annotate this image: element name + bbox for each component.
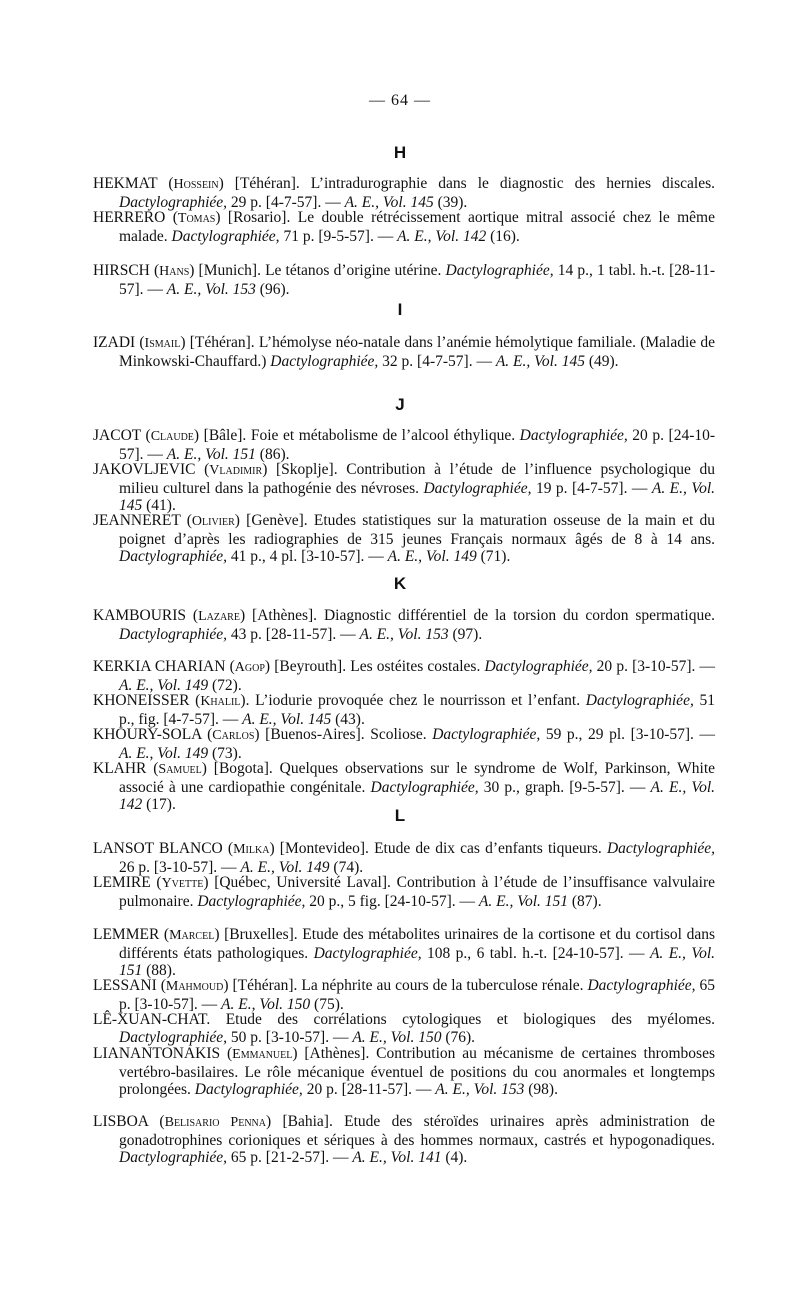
entry-surname: HIRSCH [93,262,150,279]
entry-publication: Dactylographiée, [432,726,541,743]
entry-herrero: HERRERO (Tomas) [Rosario]. Le double rétrécissement aortique mitral associé chez le même malade. Dactylographiée, 71 p. [9-5-57]. — A. E., Vol. 142 (16). [93,209,715,245]
entry-title: Quelques observations sur le syndrome de Wolf, Parkinson, White associé à une cardiopathie congénitale. [119,760,716,796]
entry-journal: A. E., Vol. 145 [242,710,332,728]
entry-journal: A. E., Vol. 153 [166,280,256,298]
entry-details: 19 p. [4-7-57]. — [535,479,648,497]
entry-publication: Dactylographiée, [445,262,554,279]
entry-given-name: Mahmoud [165,979,224,994]
entry-publication: Dactylographiée, [585,692,694,709]
entry-surname: HERRERO [93,209,166,226]
entry-details: 20 p. [28-11-57]. — [306,1081,432,1099]
entry-kerkia-charian: KERKIA CHARIAN (Agop) [Beyrouth]. Les ostéites costales. Dactylographiée, 20 p. [3-10-57]. — A. E., Vol. 149 (72). [93,658,715,694]
entry-surname: LEMIRE [93,874,151,891]
entry-lemmer: LEMMER (Marcel) [Bruxelles]. Etude des métabolites urinaires de la cortisone et du cortisol dans différents états pathologiques. Dactylographiée, 108 p., 6 tabl. h.-t. [24-10-57]. — A. E., Vol. 151 (88). [93,926,716,980]
entry-journal: A. E., Vol. 153 [359,625,449,643]
entry-details: 65 p. [3-10-57]. — [119,977,715,1013]
entry-lianantonakis: LIANANTONAKIS (Emmanuel) [Athènes]. Contribution au mécanisme de certaines thromboses vertébro-basilaires. Le rôle mécanique éventuel de positions du cou anormales et longtemps prolongées. Dactylographiée, 20 p. [28-11-57]. — A. E., Vol. 153 (98). [93,1045,716,1099]
entry-title: Scoliose. [370,726,427,743]
entry-place: [Bahia]. [282,1113,333,1130]
entry-title: L’hémolyse néo-natale dans l’anémie hémolytique familiale. (Maladie de Minkowski-Chauffard.) [119,334,715,370]
entry-publication: Dactylographiée, [119,1149,228,1167]
entry-place: [Rosario]. [227,209,291,226]
entry-ref: (49). [588,352,619,370]
entry-ref: (39). [437,193,468,211]
entry-surname: LANSOT BLANCO [93,840,223,857]
entry-surname: JACOT [93,427,141,444]
entry-details: 30 p., graph. [9-5-57]. — [483,778,646,796]
entry-ref: (88). [146,962,176,980]
entry-given-name: Ismail [144,336,181,351]
entry-publication: Dactylographiée, [171,227,280,245]
entry-surname: JEANNERET [93,512,181,529]
entry-title: Contribution au mécanisme de certaines thromboses vertébro-basilaires. Le rôle mécanique éventuel de positions du cou anormales et longtemps prolongées. [119,1045,716,1099]
entry-surname: HEKMAT [93,175,158,192]
entry-given-name: Olivier [191,514,235,529]
entry-surname: KHOURY-SOLA [93,726,202,743]
entry-le-xuan-chat [93,1011,715,1046]
entry-given-name: Hossein [173,177,219,192]
entry-details: 32 p. [4-7-57]. — [382,352,492,370]
entry-title: Diagnostic différentiel de la torsion du cordon spermatique. [323,607,715,624]
entry-jacot: JACOT (Claude) [Bâle]. Foie et métabolisme de l’alcool éthylique. Dactylographiée, 20 p. [24-10-57]. — A. E., Vol. 151 (86). [93,427,716,463]
entry-given-name: Lazare [198,609,240,624]
entry-details: 14 p., 1 tabl. h.-t. [28-11-57]. — [119,262,716,298]
entry-details: 20 p., 5 fig. [24-10-57]. — [309,892,476,910]
entry-place: [Bruxelles]. [224,926,298,943]
entry-given-name: Vladimir [209,463,263,478]
section-letter-i: I [397,300,403,319]
entry-given-name: Carlos [212,728,255,743]
entry-surname: LIANANTONAKIS [93,1045,221,1062]
entry-details: 29 p. [4-7-57]. — [230,193,341,211]
entry-surname: KLAHR [93,760,147,777]
entry-title: La néphrite au cours de la tuberculose rénale. [301,977,584,994]
entry-place: [Bogota]. [213,760,273,777]
entry-ref: (72). [212,676,242,694]
entry-journal: A. E., Vol. 145 [119,479,716,515]
entry-ref: (16). [490,227,520,245]
entry-journal: A. E., Vol. 150 [221,995,311,1013]
entry-title: Etude des stéroïdes urinaires après administration de gonadotrophines corioniques et sériques à des hommes normaux, castrés et hypogonadiques. [119,1113,716,1149]
entry-journal: A. E., Vol. 149 [119,676,209,694]
entry-given-name: Khalil [200,694,241,709]
entry-given-name: Emmanuel [232,1047,293,1062]
entry-details: 59 p., 29 pl. [3-10-57]. — [545,726,716,743]
section-letter-l: L [394,806,406,825]
entry-ref: (43). [335,710,365,728]
entry-given-name: Milka [233,842,270,857]
entry-place: [Munich]. [198,262,261,279]
entry-given-name: Hans [159,264,190,279]
entry-publication: Dactylographiée, [119,1028,228,1046]
entry-surname: LESSANI [93,977,157,994]
entry-details: 26 p. [3-10-57]. — [119,858,237,876]
entry-ref: (17). [146,796,176,814]
entry-place: [Montevideo]. [279,840,369,857]
page-number: — 64 — [369,92,431,109]
entry-surname: KAMBOURIS [93,607,187,624]
entry-hirsch: HIRSCH (Hans) [Munich]. Le tétanos d’origine utérine. Dactylographiée, 14 p., 1 tabl. h.-t. [28-11-57]. — A. E., Vol. 153 (96). [93,262,716,298]
entry-journal: A. E., Vol. 151 [119,944,716,980]
entry-place: [Buenos-Aires]. [265,726,365,743]
entry-izadi: IZADI (Ismail) [Téhéran]. L’hémolyse néo-natale dans l’anémie hémolytique familiale. (Maladie de Minkowski-Chauffard.) Dactylographiée, 32 p. [4-7-57]. — A. E., Vol. 145 (49). [93,334,715,370]
entry-ref: (71). [480,548,511,566]
entry-details: 108 p., 6 tabl. h.-t. [24-10-57]. — [427,944,645,962]
entry-given-name: Yvette [161,876,204,891]
entry-title: Etudes statistiques sur la maturation osseuse de la main et du poignet d’après les radiographies de 315 jeunes Français normaux âgés de 8 à 14 ans. [119,512,716,548]
entry-details: 41 p., 4 pl. [3-10-57]. — [230,548,384,566]
entry-publication: Dactylographiée, [197,892,306,910]
entry-publication: Dactylographiée, [270,352,379,370]
entry-khoneisser: KHONEISSER (Khalil). L’iodurie provoquée chez le nourrisson et l’enfant. Dactylographiée, 51 p., fig. [4-7-57]. — A. E., Vol. 145 (43). [93,692,716,728]
entry-ref: (41). [146,497,176,515]
entry-ref: (74). [333,858,364,876]
entry-surname: KERKIA CHARIAN [93,658,226,675]
entry-title: Le double rétrécissement aortique mitral associé chez le même malade. [119,209,715,245]
entry-journal: A. E., Vol. 151 [166,445,256,463]
entry-publication: Dactylographiée, [370,778,479,796]
entry-ref: (86). [259,445,290,463]
entry-place: [Téhéran]. [232,977,298,994]
entry-surname: KHONEISSER [93,692,190,709]
entry-title: Le tétanos d’origine utérine. [265,262,442,279]
entry-title: Foie et métabolisme de l’alcool éthylique. [250,427,516,444]
entry-lansot-blanco: LANSOT BLANCO (Milka) [Montevideo]. Etude de dix cas d’enfants tiqueurs. Dactylographiée, 26 p. [3-10-57]. — A. E., Vol. 149 (74). [93,840,716,876]
entry-title: Contribution à l’étude de l’influence psychologique du milieu culturel dans la pathogénie des névroses. [119,461,716,497]
entry-given-name: Tomas [177,211,216,226]
entry-publication: Dactylographiée, [194,1081,303,1099]
entry-kambouris: KAMBOURIS (Lazare) [Athènes]. Diagnostic différentiel de la torsion du cordon spermatique. Dactylographiée, 43 p. [28-11-57]. — A. E., Vol. 153 (97). [93,607,715,643]
entry-title: Les ostéites costales. [350,658,481,675]
entry-publication: Dactylographiée, [119,625,228,643]
entry-journal: A. E., Vol. 153 [435,1081,525,1099]
entry-given-name: Agop [234,660,265,675]
entry-ref: (98). [528,1081,558,1099]
section-letter-j: J [395,395,405,414]
entry-publication: Dactylographiée, [484,658,593,675]
entry-ref: (76). [445,1028,476,1046]
entry-publication: Dactylographiée, [423,479,532,497]
entry-hekmat: HEKMAT (Hossein) [Téhéran]. L’intradurographie dans le diagnostic des hernies discales. Dactylographiée, 29 p. [4-7-57]. — A. E., Vol. 145 (39). [93,175,715,211]
entry-title: L’intradurographie dans le diagnostic des hernies discales. [310,175,715,192]
entry-journal: A. E., Vol. 142 [119,778,715,814]
entry-details: 71 p. [9-5-57]. — [283,227,394,245]
entry-jakovljevic: JAKOVLJEVIC (Vladimir) [Skoplje]. Contribution à l’étude de l’influence psychologique du milieu culturel dans la pathogénie des névroses. Dactylographiée, 19 p. [4-7-57]. — A. E., Vol. 145 (41). [93,461,716,515]
entry-lessani: LESSANI (Mahmoud) [Téhéran]. La néphrite au cours de la tuberculose rénale. Dactylographiée, 65 p. [3-10-57]. — A. E., Vol. 150 (75). [93,977,715,1013]
entry-ref: (97). [452,625,483,643]
entry-title: L’iodurie provoquée chez le nourrisson et l’enfant. [255,692,581,709]
entry-publication: Dactylographiée, [606,840,716,857]
entry-place: [Athènes]. [252,607,318,624]
entry-publication: Dactylographiée, [587,977,696,994]
entry-given-name: Claude [150,429,194,444]
entry-lemire: LEMIRE (Yvette) [Québec, Université Laval]. Contribution à l’étude de l’insuffisance valvulaire pulmonaire. Dactylographiée, 20 p., 5 fig. [24-10-57]. — A. E., Vol. 151 (87). [93,874,715,910]
entry-ref: (87). [571,892,602,910]
entry-given-name: Marcel [169,928,215,943]
entry-journal: A. E., Vol. 142 [397,227,487,245]
entry-journal: A. E., Vol. 141 [352,1149,442,1167]
entry-klahr: KLAHR (Samuel) [Bogota]. Quelques observations sur le syndrome de Wolf, Parkinson, White associé à une cardiopathie congénitale. Dactylographiée, 30 p., graph. [9-5-57]. — A. E., Vol. 142 (17). [93,760,716,814]
entry-ref: (96). [259,280,290,298]
entry-details: 43 p. [28-11-57]. — [230,625,356,643]
entry-surname: LEMMER [93,926,160,943]
entry-surname: LÊ-XUAN-CHAT. [93,1011,211,1028]
entry-publication: Dactylographiée, [313,944,422,962]
entry-journal: A. E., Vol. 151 [478,892,569,910]
entry-ref: (75). [314,995,344,1013]
entry-journal: A. E., Vol. 145 [344,193,434,211]
entry-surname: JAKOVLJEVIC [93,461,196,478]
entry-ref: (4). [445,1149,468,1167]
entry-given-name: Samuel [158,762,202,777]
entry-title: Etude des corrélations cytologiques et biologiques des myélomes. [225,1011,715,1028]
entry-publication: Dactylographiée, [119,548,228,566]
entry-details: 20 p. [24-10-57]. — [119,427,716,463]
entry-journal: A. E., Vol. 150 [352,1028,442,1046]
entry-place: [Téhéran]. [189,334,255,351]
entry-title: Contribution à l’étude de l’insuffisance valvulaire pulmonaire. [119,874,715,910]
entry-place: [Québec, Université Laval]. [214,874,391,891]
entry-details: 51 p., fig. [4-7-57]. — [119,692,716,728]
entry-place: [Beyrouth]. [274,658,347,675]
entry-details: 50 p. [3-10-57]. — [230,1028,349,1046]
entry-place: [Skoplje]. [276,461,338,478]
entry-title: Etude des métabolites urinaires de la cortisone et du cortisol dans différents états pathologiques. [119,926,715,962]
section-letter-h: H [393,143,407,162]
entry-place: [Athènes]. [304,1045,370,1062]
entry-journal: A. E., Vol. 149 [240,858,330,876]
entry-surname: LISBOA [93,1113,149,1130]
entry-place: [Bâle]. [203,427,247,444]
entry-details: 65 p. [21-2-57]. — [230,1149,349,1167]
entry-title: Etude de dix cas d’enfants tiqueurs. [374,840,602,857]
entry-given-name: Belisario Penna [164,1115,266,1130]
entry-journal: A. E., Vol. 149 [119,744,209,762]
entry-journal: A. E., Vol. 145 [495,352,585,370]
entry-publication: Dactylographiée, [119,193,228,211]
entry-khoury-sola: KHOURY-SOLA (Carlos) [Buenos-Aires]. Scoliose. Dactylographiée, 59 p., 29 pl. [3-10-57]. — A. E., Vol. 149 (73). [93,726,716,762]
entry-surname: IZADI [93,334,136,351]
entry-ref: (73). [212,744,242,762]
entry-journal: A. E., Vol. 149 [387,548,477,566]
entry-place: [Genève]. [246,512,308,529]
entry-details: 20 p. [3-10-57]. — [596,658,715,675]
entry-jeanneret: JEANNERET (Olivier) [Genève]. Etudes statistiques sur la maturation osseuse de la main et du poignet d’après les radiographies de 315 jeunes Français normaux âgés de 8 à 14 ans. Dactylographiée, 41 p., 4 pl. [3-10-57]. — A. E., Vol. 149 (71). [93,512,716,566]
entry-place: [Téhéran]. [234,175,300,192]
entry-lisboa: LISBOA (Belisario Penna) [Bahia]. Etude des stéroïdes urinaires après administration de gonadotrophines corioniques et sériques à des hommes normaux, castrés et hypogonadiques. Dactylographiée, 65 p. [21-2-57]. — A. E., Vol. 141 (4). [93,1113,716,1167]
entry-publication: Dactylographiée, [519,427,628,444]
section-letter-k: K [393,574,407,593]
